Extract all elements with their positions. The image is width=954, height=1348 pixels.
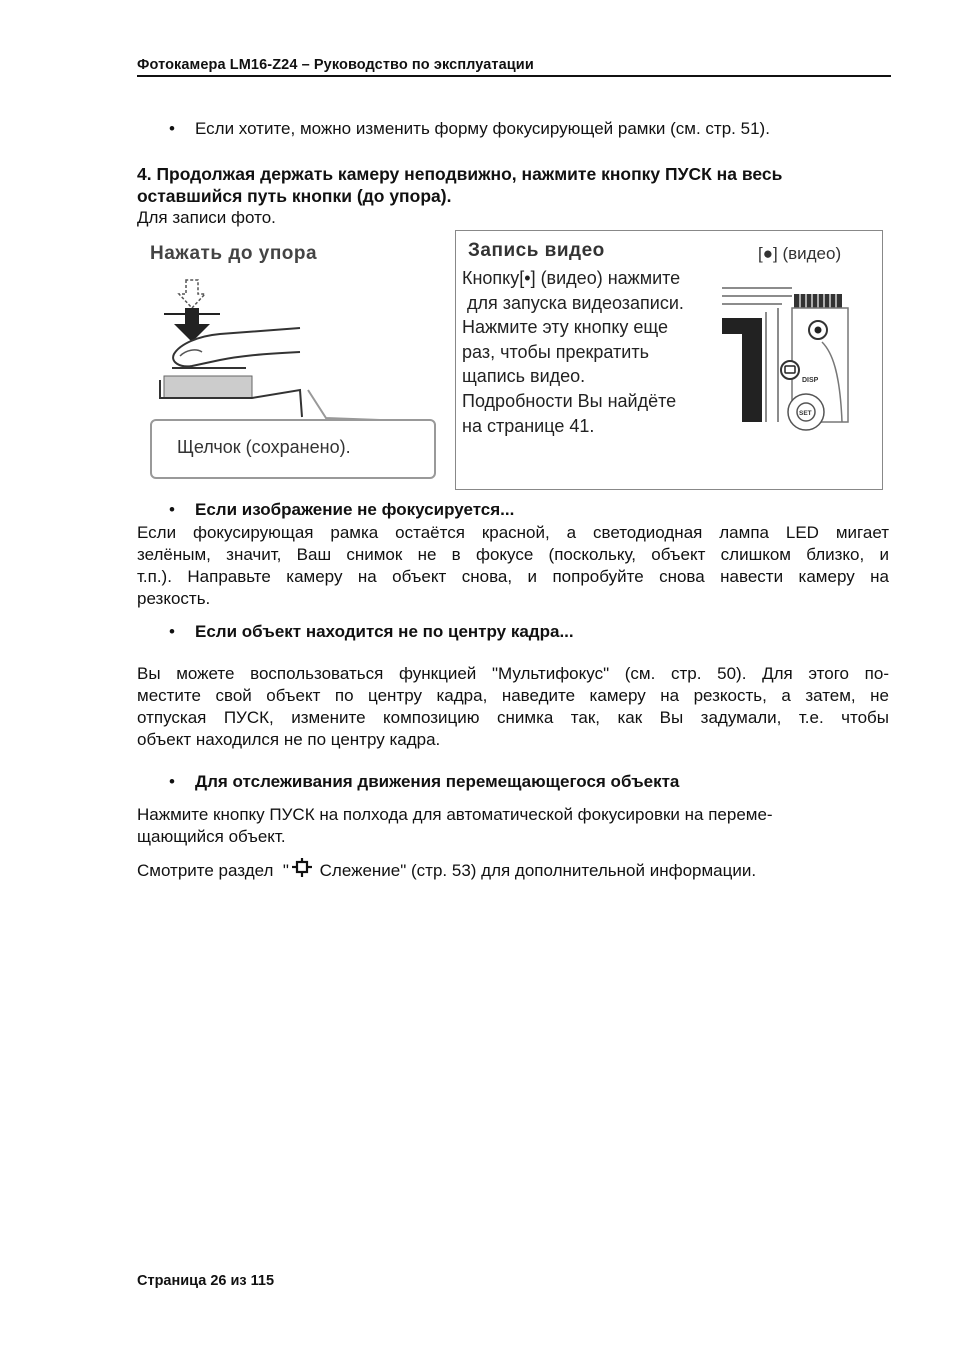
intro-bullet	[137, 119, 889, 139]
video-box-title: Запись видео	[468, 240, 605, 261]
bullet-dot: •	[169, 119, 175, 138]
section1-heading-row	[137, 500, 889, 520]
video-text-line: раз, чтобы прекратить	[462, 341, 649, 362]
reference-suffix: Слежение" (стр. 53) для дополнительной информации.	[314, 861, 757, 880]
video-text-line: Подробности Вы найдёте	[462, 390, 677, 411]
disp-label: DISP	[802, 377, 819, 384]
section2-line: Вы можете воспользоваться функцией "Мультифокус" (см. стр. 50). Для этого по-	[137, 664, 889, 683]
dashed-arrow-icon	[179, 280, 205, 308]
section1-heading: Если изображение не фокусируется...	[195, 500, 515, 519]
press-figure-title: Нажать до упора	[150, 243, 318, 264]
tracking-icon	[289, 858, 315, 880]
callout-text: Щелчок (сохранено).	[177, 437, 351, 457]
document-header: Фотокамера LM16-Z24 – Руководство по эксплуатации	[137, 57, 534, 73]
video-box-text	[462, 266, 732, 438]
video-text-line: для запуска видеозаписи.	[462, 292, 684, 313]
section3-line: щающийся объект.	[137, 827, 286, 846]
step4-subtext: Для записи фото.	[137, 208, 276, 227]
section3-reference	[137, 858, 889, 882]
bullet-dot: •	[169, 772, 175, 791]
bullet-dot: •	[169, 500, 175, 519]
section3-heading-row	[137, 772, 889, 792]
section2-heading: Если объект находится не по центру кадра...	[195, 622, 574, 641]
video-button-label: [●] (видео)	[758, 244, 842, 263]
set-label: SET	[799, 410, 812, 417]
section3-heading: Для отслеживания движения перемещающегося объекта	[195, 772, 680, 791]
section1-line: т.п.). Направьте камеру на объект снова, и попробуйте снова навести камеру на	[137, 567, 889, 586]
camera-back-illustration	[722, 272, 862, 422]
section3-body	[137, 804, 889, 848]
set-dial-icon	[788, 394, 824, 430]
section1-line: зелёным, значит, Ваш снимок не в фокусе (поскольку, объект слишком близко, и	[137, 545, 889, 564]
reference-prefix: Смотрите раздел "	[137, 861, 289, 880]
header-divider	[137, 75, 891, 77]
section2-heading-row	[137, 622, 889, 642]
intro-bullet-text: Если хотите, можно изменить форму фокусирующей рамки (см. стр. 51).	[195, 119, 770, 138]
section2-line: объект находился не по центру кадра.	[137, 730, 441, 749]
video-text-line: на странице 41.	[462, 415, 595, 436]
bullet-dot: •	[169, 622, 175, 641]
step4-heading-line2: оставшийся путь кнопки (до упора).	[137, 186, 452, 206]
section1-body	[137, 522, 889, 610]
video-record-button-icon	[809, 321, 827, 339]
camera-mode-button-icon	[781, 361, 799, 379]
video-text-line: щапись видео.	[462, 366, 586, 387]
page-number: Страница 26 из 115	[137, 1273, 275, 1289]
step4-heading-line1: 4. Продолжая держать камеру неподвижно, нажмите кнопку ПУСК на весь	[137, 164, 783, 184]
section1-line: Если фокусирующая рамка остаётся красной, а светодиодная лампа LED мигает	[137, 523, 889, 542]
section2-body	[137, 663, 889, 751]
section1-line: резкость.	[137, 589, 211, 608]
shutter-press-illustration	[150, 272, 450, 442]
section2-line: местите свой объект по центру кадра, наведите камеру на резкость, а затем, не	[137, 686, 889, 705]
video-text-line: Нажмите эту кнопку еще	[462, 317, 669, 338]
video-text-line: Кнопку[•] (видео) нажмите	[462, 268, 681, 288]
section3-line: Нажмите кнопку ПУСК на полхода для автоматической фокусировки на переме-	[137, 805, 773, 824]
section2-line: отпуская ПУСК, измените композицию снимка так, как Вы задумали, т.е. чтобы	[137, 708, 889, 727]
